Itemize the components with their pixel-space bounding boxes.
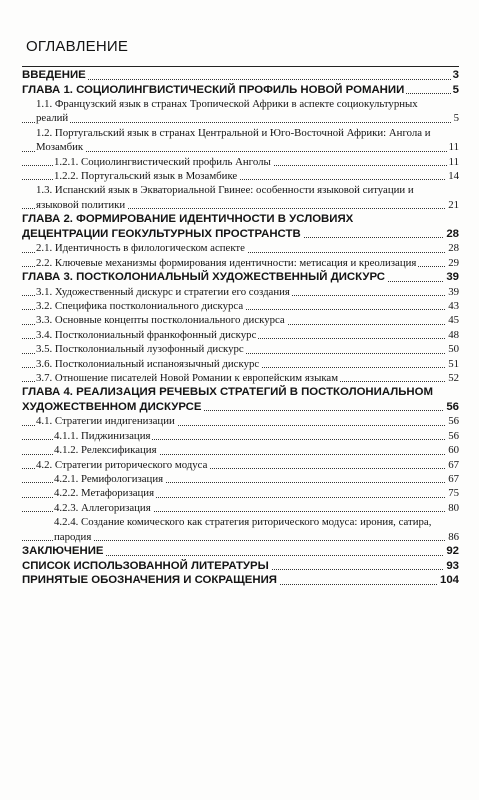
toc-entry-page: 39	[448, 285, 459, 298]
toc-entry-title: 1.2.1. Социолингвистический профиль Анголы	[54, 155, 271, 168]
toc-entry	[22, 328, 459, 342]
toc-entry-page: 56	[446, 400, 459, 413]
toc-entry-title: 4.2.3. Аллегоризация	[54, 501, 151, 514]
toc-entry-page: 43	[448, 299, 459, 312]
toc-entry-page: 3	[452, 69, 459, 81]
toc-entry-page: 104	[439, 574, 459, 587]
toc-entry	[22, 458, 459, 472]
toc-entry	[22, 501, 459, 515]
toc-entry-page: 67	[448, 458, 459, 471]
toc-entry-page: 5	[452, 83, 459, 96]
toc-entry-page: 75	[448, 487, 459, 500]
toc-entry-title: 3.6. Постколониальный испаноязычный дискурс	[36, 357, 260, 370]
toc-entry	[22, 169, 459, 183]
toc-entry	[22, 212, 459, 241]
toc-entry	[22, 414, 459, 428]
toc-entry-page: 80	[448, 501, 459, 514]
toc-entry-title: 4.2. Стратегии риторического модуса	[36, 458, 208, 471]
toc-entry-page: 14	[448, 170, 459, 183]
toc-entry-page: 11	[448, 155, 459, 168]
toc-entry-title: 3.7. Отношение писателей Новой Романии к европейским языкам	[36, 372, 339, 384]
toc-entry	[22, 126, 459, 155]
toc-entry-page: 93	[446, 559, 459, 572]
toc-entry	[22, 544, 459, 559]
toc-entry-title: 3.5. Постколониальный лузофонный дискурс	[36, 343, 244, 356]
toc-entry-page: 39	[446, 271, 459, 284]
toc-entry	[22, 241, 459, 255]
toc-entry	[22, 371, 459, 385]
toc-entry	[22, 443, 459, 457]
toc-entry-title: 1.2.2. Португальский язык в Мозамбике	[54, 170, 238, 183]
toc-entry	[22, 299, 459, 313]
toc-entry	[22, 183, 459, 212]
toc-entry	[22, 573, 459, 588]
page-title: ОГЛАВЛЕНИЕ	[26, 38, 129, 55]
toc-entry	[22, 270, 459, 285]
toc-entry	[22, 486, 459, 500]
toc-entry-page: 52	[448, 372, 459, 384]
toc-entry-page: 11	[448, 141, 459, 154]
toc-entry-title: ГЛАВА 1. СОЦИОЛИНГВИСТИЧЕСКИЙ ПРОФИЛЬ НОВОЙ РОМАНИИ	[22, 83, 405, 96]
toc-entry-page: 86	[448, 530, 459, 543]
toc-entry	[22, 97, 459, 126]
toc-entry-title: 1.3. Испанский язык в Экваториальной Гвинее: особенности языковой ситуации и языковой политики	[36, 184, 414, 211]
toc-entry-title: 4.1.2. Релексификация	[54, 444, 157, 457]
toc-entry-title: 2.1. Идентичность в филологическом аспекте	[36, 242, 245, 255]
toc-entry-page: 60	[448, 444, 459, 457]
toc-entry-title: ПРИНЯТЫЕ ОБОЗНАЧЕНИЯ И СОКРАЩЕНИЯ	[22, 574, 277, 587]
toc-entry	[22, 429, 459, 443]
toc-entry-page: 51	[448, 357, 459, 370]
toc-entry	[22, 559, 459, 574]
toc-entry-title: 4.1. Стратегии индигенизации	[36, 415, 175, 428]
table-of-contents	[22, 67, 459, 588]
toc-entry-title: 3.1. Художественный дискурс и стратегии его создания	[36, 285, 290, 298]
toc-entry-title: 4.1.1. Пиджинизация	[54, 429, 151, 442]
toc-entry-title: 1.2. Португальский язык в странах Центральной и Юго-Восточной Африки: Ангола и Мозамбик	[36, 126, 431, 154]
toc-entry-page: 92	[446, 545, 459, 558]
toc-entry	[22, 285, 459, 299]
toc-entry-page: 5	[453, 112, 459, 125]
toc-entry-page: 21	[448, 198, 459, 211]
toc-entry	[22, 83, 459, 98]
toc-entry-title: ВВЕДЕНИЕ	[22, 69, 86, 81]
toc-entry	[22, 68, 459, 83]
toc-entry-page: 67	[448, 473, 459, 486]
toc-entry-title: 1.1. Французский язык в странах Тропической Африки в аспекте социокультурных реалий	[36, 98, 418, 125]
toc-entry-title: 4.2.1. Ремифологизация	[54, 473, 164, 486]
toc-entry	[22, 515, 459, 544]
toc-entry-title: СПИСОК ИСПОЛЬЗОВАННОЙ ЛИТЕРАТУРЫ	[22, 559, 269, 572]
toc-entry-page: 29	[448, 256, 459, 269]
toc-entry-title: 3.3. Основные концепты постколониального дискурса	[36, 314, 285, 327]
toc-entry-page: 50	[448, 343, 459, 356]
toc-entry-title: 3.2. Специфика постколониального дискурса	[36, 299, 244, 312]
toc-entry	[22, 357, 459, 371]
toc-entry-page: 28	[446, 227, 459, 240]
toc-entry-title: 3.4. Постколониальный франкофонный дискурс	[36, 328, 257, 341]
toc-entry-title: 2.2. Ключевые механизмы формирования идентичности: метисация и креолизация	[36, 256, 417, 269]
toc-entry	[22, 155, 459, 169]
toc-entry-page: 45	[448, 314, 459, 327]
toc-entry	[22, 313, 459, 327]
toc-entry-page: 48	[448, 328, 459, 341]
toc-entry	[22, 256, 459, 270]
toc-entry-title: ГЛАВА 4. РЕАЛИЗАЦИЯ РЕЧЕВЫХ СТРАТЕГИЙ В ПОСТКОЛОНИАЛЬНОМ ХУДОЖЕСТВЕННОМ ДИСКУРСЕ	[22, 386, 433, 413]
toc-entry-page: 56	[448, 429, 459, 442]
toc-entry-page: 56	[448, 415, 459, 428]
toc-entry-page: 28	[448, 242, 459, 255]
toc-entry-title: ГЛАВА 2. ФОРМИРОВАНИЕ ИДЕНТИЧНОСТИ В УСЛОВИЯХ ДЕЦЕНТРАЦИИ ГЕОКУЛЬТУРНЫХ ПРОСТРАНСТВ	[22, 213, 354, 240]
toc-entry-title: ЗАКЛЮЧЕНИЕ	[22, 545, 104, 558]
toc-entry-title: ГЛАВА 3. ПОСТКОЛОНИАЛЬНЫЙ ХУДОЖЕСТВЕННЫЙ ДИСКУРС	[22, 271, 386, 284]
toc-entry	[22, 342, 459, 356]
toc-entry	[22, 385, 459, 414]
toc-entry	[22, 472, 459, 486]
toc-entry-title: 4.2.2. Метафоризация	[54, 487, 155, 500]
toc-entry-title: 4.2.4. Создание комического как стратегия риторического модуса: ирония, сатира, пародия	[54, 516, 432, 543]
